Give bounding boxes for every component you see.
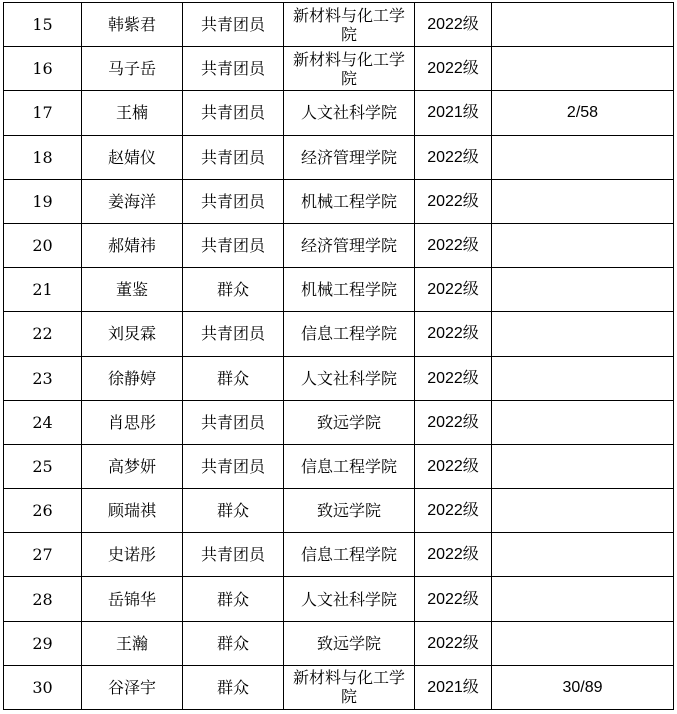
- grade-year: 2022级: [415, 3, 492, 47]
- college-name: 致远学院: [284, 400, 415, 444]
- grade-year: 2022级: [415, 621, 492, 665]
- student-name: 郝婧祎: [82, 223, 183, 267]
- row-number: 25: [4, 444, 82, 488]
- college-name: 人文社科学院: [284, 577, 415, 621]
- grade-year: 2022级: [415, 223, 492, 267]
- grade-year: 2022级: [415, 135, 492, 179]
- rank-value: [492, 489, 674, 533]
- student-name: 谷泽宇: [82, 665, 183, 709]
- college-name: 机械工程学院: [284, 268, 415, 312]
- rank-value: [492, 400, 674, 444]
- table-row: [4, 577, 674, 621]
- college-name: 经济管理学院: [284, 135, 415, 179]
- rank-value: [492, 621, 674, 665]
- student-name: 刘炅霖: [82, 312, 183, 356]
- college-name: 信息工程学院: [284, 533, 415, 577]
- rank-value: 2/58: [492, 91, 674, 135]
- row-number: 27: [4, 533, 82, 577]
- rank-value: [492, 223, 674, 267]
- table-row: [4, 179, 674, 223]
- student-name: 董鉴: [82, 268, 183, 312]
- student-name: 徐静婷: [82, 356, 183, 400]
- table-row: [4, 665, 674, 709]
- political-status: 共青团员: [183, 444, 284, 488]
- political-status: 共青团员: [183, 312, 284, 356]
- college-name: 致远学院: [284, 489, 415, 533]
- student-name: 高梦妍: [82, 444, 183, 488]
- college-name: 新材料与化工学院: [284, 47, 415, 91]
- college-name: 新材料与化工学院: [284, 665, 415, 709]
- grade-year: 2021级: [415, 91, 492, 135]
- rank-value: [492, 356, 674, 400]
- student-name: 韩紫君: [82, 3, 183, 47]
- row-number: 28: [4, 577, 82, 621]
- table-row: [4, 533, 674, 577]
- college-name: 经济管理学院: [284, 223, 415, 267]
- row-number: 26: [4, 489, 82, 533]
- rank-value: 30/89: [492, 665, 674, 709]
- political-status: 群众: [183, 268, 284, 312]
- political-status: 群众: [183, 577, 284, 621]
- rank-value: [492, 135, 674, 179]
- table-row: [4, 3, 674, 47]
- table-row: [4, 91, 674, 135]
- row-number: 22: [4, 312, 82, 356]
- political-status: 共青团员: [183, 47, 284, 91]
- political-status: 共青团员: [183, 3, 284, 47]
- rank-value: [492, 444, 674, 488]
- grade-year: 2022级: [415, 400, 492, 444]
- table-row: [4, 489, 674, 533]
- college-name: 致远学院: [284, 621, 415, 665]
- political-status: 群众: [183, 489, 284, 533]
- college-name: 信息工程学院: [284, 312, 415, 356]
- table-row: [4, 312, 674, 356]
- table-row: [4, 135, 674, 179]
- grade-year: 2022级: [415, 312, 492, 356]
- student-roster-table: [3, 2, 674, 710]
- table-row: [4, 444, 674, 488]
- row-number: 30: [4, 665, 82, 709]
- political-status: 群众: [183, 621, 284, 665]
- political-status: 共青团员: [183, 533, 284, 577]
- college-name: 人文社科学院: [284, 356, 415, 400]
- grade-year: 2022级: [415, 444, 492, 488]
- student-name: 王瀚: [82, 621, 183, 665]
- grade-year: 2022级: [415, 47, 492, 91]
- row-number: 21: [4, 268, 82, 312]
- roster-body: [4, 3, 674, 710]
- rank-value: [492, 179, 674, 223]
- grade-year: 2022级: [415, 577, 492, 621]
- row-number: 19: [4, 179, 82, 223]
- row-number: 16: [4, 47, 82, 91]
- student-name: 王楠: [82, 91, 183, 135]
- political-status: 共青团员: [183, 179, 284, 223]
- row-number: 23: [4, 356, 82, 400]
- row-number: 15: [4, 3, 82, 47]
- grade-year: 2021级: [415, 665, 492, 709]
- rank-value: [492, 533, 674, 577]
- political-status: 共青团员: [183, 135, 284, 179]
- political-status: 群众: [183, 356, 284, 400]
- table-row: [4, 356, 674, 400]
- student-name: 姜海洋: [82, 179, 183, 223]
- student-name: 顾瑞祺: [82, 489, 183, 533]
- political-status: 共青团员: [183, 223, 284, 267]
- grade-year: 2022级: [415, 356, 492, 400]
- row-number: 17: [4, 91, 82, 135]
- grade-year: 2022级: [415, 179, 492, 223]
- row-number: 29: [4, 621, 82, 665]
- rank-value: [492, 312, 674, 356]
- row-number: 24: [4, 400, 82, 444]
- table-row: [4, 223, 674, 267]
- student-name: 马子岳: [82, 47, 183, 91]
- student-name: 史诺彤: [82, 533, 183, 577]
- table-row: [4, 621, 674, 665]
- rank-value: [492, 47, 674, 91]
- grade-year: 2022级: [415, 268, 492, 312]
- rank-value: [492, 3, 674, 47]
- student-name: 肖思彤: [82, 400, 183, 444]
- grade-year: 2022级: [415, 489, 492, 533]
- row-number: 18: [4, 135, 82, 179]
- grade-year: 2022级: [415, 533, 492, 577]
- college-name: 机械工程学院: [284, 179, 415, 223]
- table-row: [4, 268, 674, 312]
- college-name: 新材料与化工学院: [284, 3, 415, 47]
- political-status: 共青团员: [183, 91, 284, 135]
- rank-value: [492, 268, 674, 312]
- rank-value: [492, 577, 674, 621]
- student-name: 赵婧仪: [82, 135, 183, 179]
- political-status: 共青团员: [183, 400, 284, 444]
- student-name: 岳锦华: [82, 577, 183, 621]
- college-name: 信息工程学院: [284, 444, 415, 488]
- college-name: 人文社科学院: [284, 91, 415, 135]
- political-status: 群众: [183, 665, 284, 709]
- table-row: [4, 400, 674, 444]
- table-row: [4, 47, 674, 91]
- row-number: 20: [4, 223, 82, 267]
